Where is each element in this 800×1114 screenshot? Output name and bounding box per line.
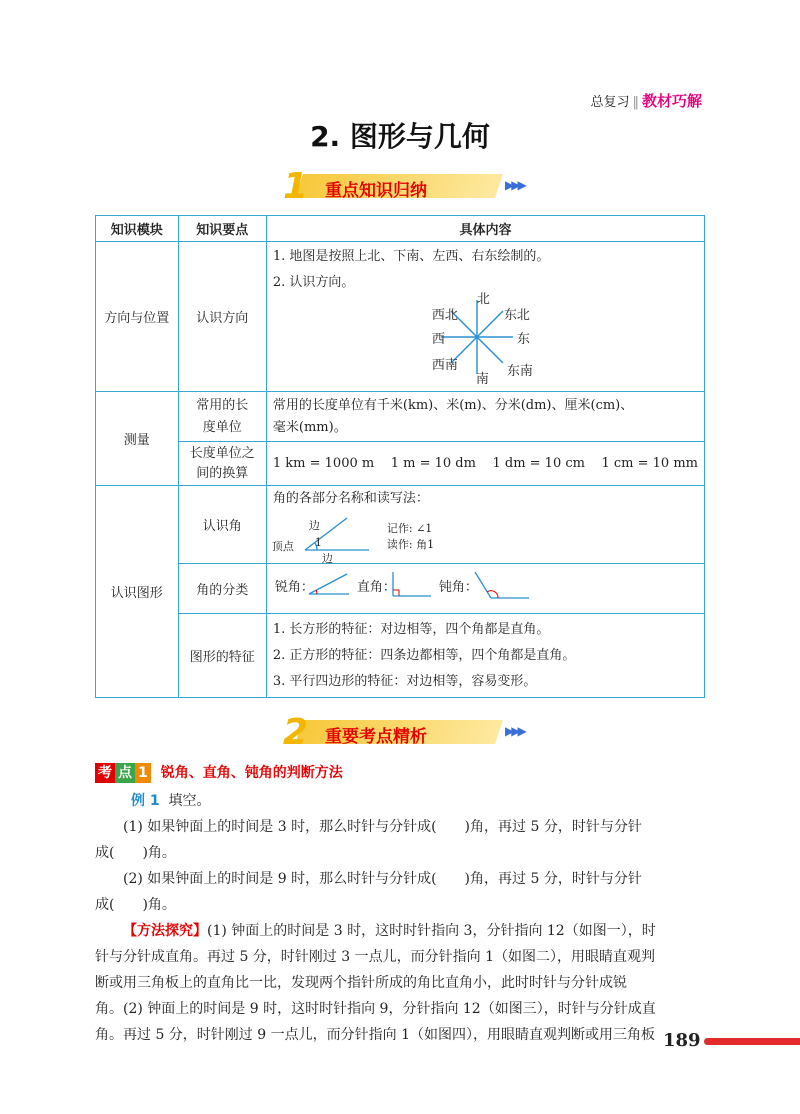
- cell-content-direction: [266, 242, 704, 392]
- compass-sw: 西南: [431, 358, 458, 373]
- angle-side-bottom: 边: [321, 552, 333, 565]
- method-line-1: (1) 钟面上的时间是 3 时，这时时针指向 3，分针指向 12（如图一），时: [207, 923, 656, 939]
- example-text: 填空。: [168, 793, 211, 809]
- cell-content-units: [266, 392, 704, 442]
- obtuse-angle-diagram: [471, 570, 531, 602]
- banner-number: 2: [283, 712, 309, 753]
- header-point: 知识要点: [178, 216, 266, 242]
- kaodian-title: 锐角、直角、钝角的判断方法: [160, 765, 343, 781]
- conversion-point-line-2: 间的换算: [196, 465, 249, 481]
- cell-content-angle-types: [266, 564, 704, 614]
- cell-module-measure: 测量: [96, 392, 179, 486]
- cell-point-direction: 认识方向: [178, 242, 266, 392]
- cell-content-features: [266, 614, 704, 698]
- header-brand: 教材巧解: [641, 92, 702, 110]
- kaodian-tag-kao: 考: [95, 763, 115, 783]
- cell-point-conversion: [178, 442, 266, 486]
- cell-module-direction: 方向与位置: [96, 242, 179, 392]
- method-line-2: 针与分针成直角。再过 5 分，时针刚过 3 一点儿，而分针指向 1（如图二），用眼睛直观判: [95, 949, 655, 965]
- header-separator: ‖: [632, 95, 639, 110]
- arrows-icon: ▶▶▶: [505, 178, 524, 192]
- feature-line-3: 3. 平行四边形的特征：对边相等，容易变形。: [272, 673, 537, 689]
- arrows-icon: ▶▶▶: [505, 724, 524, 738]
- compass-s: 南: [475, 372, 489, 387]
- feature-line-1: 1. 长方形的特征：对边相等，四个角都是直角。: [272, 621, 550, 637]
- method-line-4: 角。(2) 钟面上的时间是 9 时，这时时针指向 9，分针指向 12（如图三），时针与分针成直: [95, 1001, 656, 1017]
- example-block: [95, 788, 707, 1048]
- section-banner-2: [283, 712, 533, 753]
- cell-point-angle: 认识角: [178, 486, 266, 564]
- angle-vertex: 顶点: [271, 540, 294, 553]
- units-point-line-2: 度单位: [202, 419, 242, 435]
- q1-line-1: (1) 如果钟面上的时间是 3 时，那么时针与分针成( )角，再过 5 分，时针与分针: [123, 819, 642, 835]
- page-title: 2. 图形与几何: [310, 120, 490, 153]
- method-label: 【方法探究】: [123, 923, 207, 939]
- cell-point-angle-types: 角的分类: [178, 564, 266, 614]
- q2-line-1: (2) 如果钟面上的时间是 9 时，那么时针与分针成( )角，再过 5 分，时针与分针: [123, 871, 642, 887]
- angle-intro: 角的各部分名称和读写法：: [272, 491, 429, 506]
- knowledge-table: [95, 215, 705, 698]
- acute-label: 锐角：: [274, 580, 314, 595]
- example-label: 例 1: [131, 793, 160, 809]
- angle-write: 记作: ∠1: [386, 522, 433, 535]
- compass-nw: 西北: [431, 308, 458, 323]
- right-label: 直角：: [356, 580, 396, 595]
- feature-line-2: 2. 正方形的特征：四条边都相等，四个角都是直角。: [272, 647, 576, 663]
- page-number-bar: [704, 1038, 800, 1045]
- cell-point-features: 图形的特征: [178, 614, 266, 698]
- running-header: [590, 90, 702, 111]
- cell-content-angle: [266, 486, 704, 564]
- banner-label: 重点知识归纳: [325, 181, 427, 201]
- method-line-3: 断或用三角板上的直角比一比，发现两个指针所成的角比直角小，此时时针与分针成锐: [95, 975, 627, 991]
- cell-module-shapes: 认识图形: [96, 486, 179, 698]
- header-module: 知识模块: [96, 216, 179, 242]
- units-line-2: 毫米(mm)。: [272, 419, 347, 435]
- q1-line-2: 成( )角。: [95, 845, 176, 861]
- header-section: 总复习: [590, 95, 630, 110]
- angle-one: 1: [314, 536, 322, 549]
- section-banner-1: [283, 166, 533, 207]
- banner-label: 重要考点精析: [325, 727, 427, 747]
- right-angle-diagram: [389, 570, 433, 600]
- direction-line-2: 2. 认识方向。: [272, 275, 355, 290]
- angle-read: 读作: 角1: [386, 538, 435, 551]
- units-point-line-1: 常用的长: [196, 397, 249, 413]
- method-line-5: 角。再过 5 分，时针刚过 9 一点儿，而分针指向 1（如图四），用眼睛直观判断或用三角板: [95, 1027, 655, 1043]
- compass-w: 西: [431, 332, 445, 347]
- header-content: 具体内容: [266, 216, 704, 242]
- compass-e: 东: [516, 332, 530, 347]
- angle-side-top: 边: [308, 519, 320, 532]
- compass-n: 北: [476, 292, 490, 307]
- units-line-1: 常用的长度单位有千米(km)、米(m)、分米(dm)、厘米(cm)、: [272, 397, 634, 413]
- page-number: 189: [663, 1030, 701, 1051]
- obtuse-label: 钝角：: [438, 580, 478, 595]
- banner-number: 1: [283, 166, 309, 207]
- compass-ne: 东北: [503, 308, 530, 323]
- cell-content-conversion: 1 km = 1000 m 1 m = 10 dm 1 dm = 10 cm 1 cm = 10 mm: [266, 442, 704, 486]
- conversion-point-line-1: 长度单位之: [189, 445, 255, 461]
- direction-line-1: 1. 地图是按照上北、下南、左西、右东绘制的。: [272, 249, 550, 264]
- kaodian-heading: [95, 762, 343, 783]
- acute-angle-diagram: [307, 572, 351, 598]
- compass-se: 东南: [506, 364, 533, 379]
- cell-point-units: [178, 392, 266, 442]
- kaodian-tag-num: 1: [135, 763, 151, 783]
- q2-line-2: 成( )角。: [95, 897, 176, 913]
- kaodian-tag-dian: 点: [115, 763, 135, 783]
